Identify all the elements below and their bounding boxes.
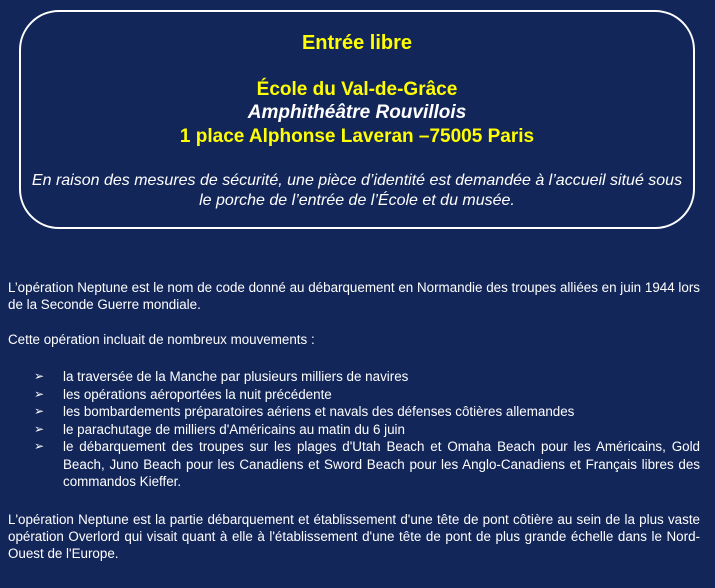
- list-item-text: le débarquement des troupes sur les plages d'Utah Beach et Omaha Beach pour les Américains, Gold Beach, Juno Beach pour les Canadiens et Sword Beach pour les Anglo-Canadiens et Français libres des commandos Kieffer.: [63, 439, 700, 489]
- list-item: [34, 403, 700, 421]
- arrow-bullet-icon: ➢: [34, 369, 45, 383]
- entry-title: Entrée libre: [301, 32, 413, 54]
- venue-room: Amphithéâtre Rouvillois: [247, 102, 467, 123]
- arrow-bullet-icon: ➢: [34, 404, 45, 418]
- list-item-text: les opérations aéroportées la nuit précédente: [63, 386, 332, 402]
- closing-paragraph: L'opération Neptune est la partie débarquement et établissement d'une tête de pont côtière au sein de la plus vaste opération Overlord qui visait quant à elle à l'établissement d'une tête de pont de plus grande échelle dans le Nord-Ouest de l'Europe.: [8, 512, 700, 561]
- list-item: [34, 386, 700, 404]
- list-item: [34, 438, 700, 491]
- arrow-bullet-icon: ➢: [34, 386, 45, 401]
- movements-list: [34, 368, 700, 491]
- venue-address: 1 place Alphonse Laveran –75005 Paris: [179, 126, 535, 147]
- intro-paragraph: L’opération Neptune est le nom de code donné au débarquement en Normandie des troupes alliées en juin 1944 lors de la Seconde Guerre mondiale.: [8, 280, 700, 312]
- arrow-bullet-icon: ➢: [34, 439, 45, 453]
- list-item: [34, 368, 700, 386]
- venue-school: École du Val-de-Grâce: [256, 79, 458, 100]
- lead-paragraph: Cette opération incluait de nombreux mouvements :: [8, 332, 315, 347]
- info-box: [19, 10, 695, 229]
- list-item-text: les bombardements préparatoires aériens et navals des défenses côtières allemandes: [63, 404, 575, 419]
- arrow-bullet-icon: ➢: [34, 421, 45, 436]
- security-note: En raison des mesures de sécurité, une pièce d’identité est demandée à l’accueil situé sous le porche de l’entrée de l’École et du musée.: [31, 172, 683, 209]
- list-item-text: la traversée de la Manche par plusieurs milliers de navires: [63, 369, 409, 384]
- list-item: [34, 421, 700, 439]
- list-item-text: le parachutage de milliers d'Américains au matin du 6 juin: [63, 421, 405, 437]
